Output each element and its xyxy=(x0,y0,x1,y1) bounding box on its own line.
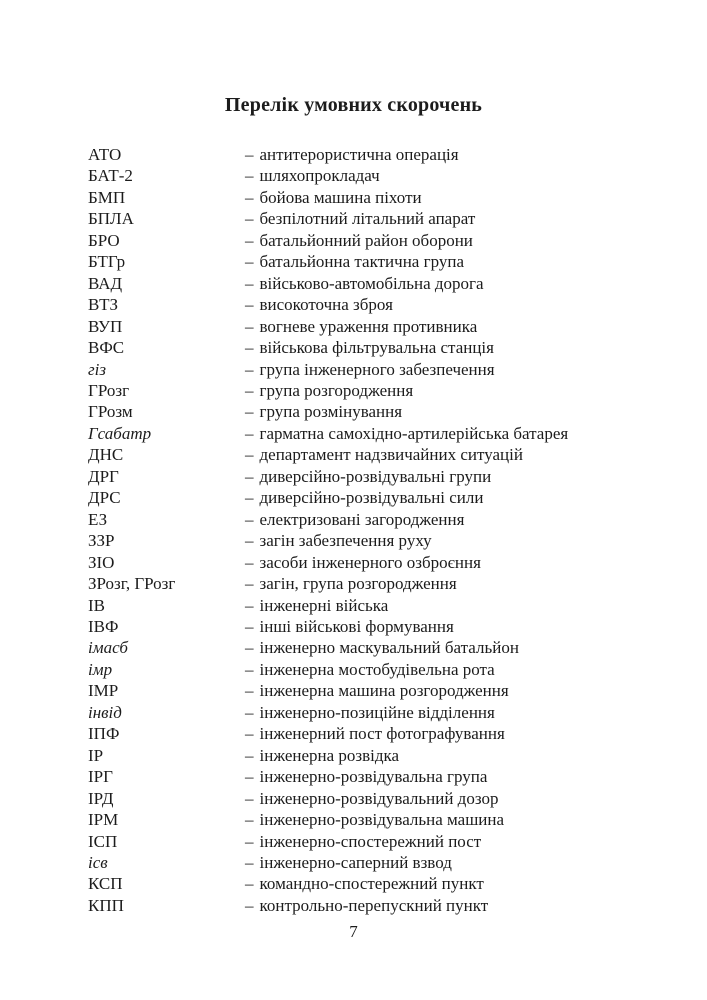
list-item xyxy=(0,788,707,809)
abbreviation: ВФС xyxy=(88,338,125,358)
page-number: 7 xyxy=(349,922,358,941)
abbreviation: ІМР xyxy=(88,681,119,701)
abbreviation: ВУП xyxy=(88,316,123,336)
abbreviation: ЗЗР xyxy=(88,531,115,551)
list-item xyxy=(0,809,707,830)
abbreviation-list xyxy=(0,144,707,916)
definition-text: інженерно маскувальний батальйон xyxy=(259,638,519,658)
definition xyxy=(245,380,707,401)
list-item xyxy=(0,552,707,573)
list-item xyxy=(0,208,707,229)
list-item xyxy=(0,895,707,916)
dash-separator: – xyxy=(245,273,254,293)
abbreviation: ДРС xyxy=(88,488,121,508)
list-item xyxy=(0,702,707,723)
abbreviation: ГРозм xyxy=(88,402,133,422)
definition xyxy=(245,230,707,251)
dash-separator: – xyxy=(245,681,254,701)
dash-separator: – xyxy=(245,380,254,400)
definition-text: інженерно-розвідувальна машина xyxy=(259,810,505,830)
dash-separator: – xyxy=(245,810,254,830)
definition xyxy=(245,595,707,616)
dash-separator: – xyxy=(245,145,254,164)
list-item xyxy=(0,380,707,401)
definition xyxy=(245,766,707,787)
definition-text: диверсійно-розвідувальні сили xyxy=(259,488,484,508)
list-item xyxy=(0,745,707,766)
definition xyxy=(245,873,707,894)
abbreviation: ІР xyxy=(88,745,104,765)
definition xyxy=(245,144,707,165)
dash-separator: – xyxy=(245,466,254,486)
dash-separator: – xyxy=(245,230,254,250)
definition-text: військово-автомобільна дорога xyxy=(259,273,484,293)
dash-separator: – xyxy=(245,595,254,615)
definition-text: інженерно-саперний взвод xyxy=(259,852,452,872)
definition-text: вогневе ураження противника xyxy=(259,316,478,336)
list-item xyxy=(0,423,707,444)
definition xyxy=(245,573,707,594)
dash-separator: – xyxy=(245,831,254,851)
dash-separator: – xyxy=(245,616,254,636)
definition xyxy=(245,187,707,208)
dash-separator: – xyxy=(245,638,254,658)
abbreviation: ДРГ xyxy=(88,466,119,486)
dash-separator: – xyxy=(245,767,254,787)
dash-separator: – xyxy=(245,659,254,679)
abbreviation: ЕЗ xyxy=(88,509,108,529)
definition-text: інші військові формування xyxy=(259,616,454,636)
definition-text: засоби інженерного озброєння xyxy=(259,552,481,572)
abbreviation: БАТ-2 xyxy=(88,166,133,186)
dash-separator: – xyxy=(245,702,254,722)
definition-text: шляхопрокладач xyxy=(259,166,380,186)
abbreviation: КСП xyxy=(88,874,123,894)
dash-separator: – xyxy=(245,895,254,915)
definition xyxy=(245,401,707,422)
abbreviation: ІВФ xyxy=(88,616,119,636)
definition-text: інженерно-розвідувальний дозор xyxy=(259,788,499,808)
list-item xyxy=(0,509,707,530)
definition-text: група розгородження xyxy=(259,380,414,400)
abbreviation: ЗРозг, ГРозг xyxy=(88,574,176,594)
dash-separator: – xyxy=(245,488,254,508)
definition-text: департамент надзвичайних ситуацій xyxy=(259,445,523,465)
list-item xyxy=(0,680,707,701)
definition xyxy=(245,809,707,830)
list-item xyxy=(0,873,707,894)
abbreviation: ВТЗ xyxy=(88,295,119,315)
dash-separator: – xyxy=(245,187,254,207)
definition xyxy=(245,659,707,680)
definition-text: гарматна самохідно-артилерійська батарея xyxy=(259,423,569,443)
list-item xyxy=(0,316,707,337)
definition xyxy=(245,466,707,487)
list-item xyxy=(0,723,707,744)
definition-text: група розмінування xyxy=(259,402,403,422)
dash-separator: – xyxy=(245,874,254,894)
definition xyxy=(245,895,707,916)
abbreviation: БРО xyxy=(88,230,120,250)
list-item xyxy=(0,165,707,186)
definition-text: контрольно-перепускний пункт xyxy=(259,895,489,915)
abbreviation: Гсабатр xyxy=(88,423,152,443)
dash-separator: – xyxy=(245,509,254,529)
definition xyxy=(245,316,707,337)
definition-text: батальйонний район оборони xyxy=(259,230,473,250)
dash-separator: – xyxy=(245,531,254,551)
definition xyxy=(245,723,707,744)
definition xyxy=(245,831,707,852)
list-item xyxy=(0,294,707,315)
list-item xyxy=(0,230,707,251)
abbreviation: імасб xyxy=(88,638,128,658)
definition-text: високоточна зброя xyxy=(259,295,393,315)
definition xyxy=(245,273,707,294)
definition-text: командно-спостережний пункт xyxy=(259,874,484,894)
definition xyxy=(245,359,707,380)
abbreviation: БТГр xyxy=(88,252,126,272)
abbreviation: ІРД xyxy=(88,788,114,808)
dash-separator: – xyxy=(245,316,254,336)
definition xyxy=(245,702,707,723)
abbreviation: ДНС xyxy=(88,445,124,465)
definition xyxy=(245,337,707,358)
dash-separator: – xyxy=(245,788,254,808)
definition xyxy=(245,745,707,766)
definition xyxy=(245,552,707,573)
definition xyxy=(245,509,707,530)
definition xyxy=(245,788,707,809)
definition-text: інженерно-спостережний пост xyxy=(259,831,482,851)
list-item xyxy=(0,831,707,852)
definition-text: інженерно-розвідувальна група xyxy=(259,767,488,787)
list-item xyxy=(0,144,707,165)
list-item xyxy=(0,251,707,272)
definition-text: загін забезпечення руху xyxy=(259,531,432,551)
list-item xyxy=(0,637,707,658)
definition-text: диверсійно-розвідувальні групи xyxy=(259,466,492,486)
definition xyxy=(245,444,707,465)
list-item xyxy=(0,187,707,208)
definition xyxy=(245,616,707,637)
dash-separator: – xyxy=(245,252,254,272)
definition xyxy=(245,852,707,873)
dash-separator: – xyxy=(245,852,254,872)
abbreviation: ЗІО xyxy=(88,552,115,572)
list-item xyxy=(0,573,707,594)
dash-separator: – xyxy=(245,724,254,744)
definition-text: антитерористична операція xyxy=(259,145,459,164)
list-item xyxy=(0,444,707,465)
dash-separator: – xyxy=(245,423,254,443)
abbreviation: ІВ xyxy=(88,595,105,615)
list-item xyxy=(0,595,707,616)
abbreviation: ВАД xyxy=(88,273,123,293)
abbreviation: гіз xyxy=(88,359,106,379)
abbreviation: ІПФ xyxy=(88,724,120,744)
definition-text: батальйонна тактична група xyxy=(259,252,464,272)
abbreviation: ІРМ xyxy=(88,810,119,830)
dash-separator: – xyxy=(245,445,254,465)
definition-text: військова фільтрувальна станція xyxy=(259,338,494,358)
dash-separator: – xyxy=(245,295,254,315)
abbreviation: ІСП xyxy=(88,831,118,851)
abbreviation: інвід xyxy=(88,702,122,722)
dash-separator: – xyxy=(245,338,254,358)
list-item xyxy=(0,273,707,294)
definition-text: інженерно-позиційне відділення xyxy=(259,702,495,722)
abbreviation: АТО xyxy=(88,145,122,164)
dash-separator: – xyxy=(245,402,254,422)
definition xyxy=(245,165,707,186)
abbreviation: ІРГ xyxy=(88,767,113,787)
list-item xyxy=(0,766,707,787)
list-item xyxy=(0,852,707,873)
definition xyxy=(245,208,707,229)
abbreviation: ісв xyxy=(88,852,108,872)
definition xyxy=(245,294,707,315)
list-item xyxy=(0,466,707,487)
definition-text: електризовані загородження xyxy=(259,509,465,529)
definition xyxy=(245,637,707,658)
definition-text: інженерні війська xyxy=(259,595,389,615)
dash-separator: – xyxy=(245,745,254,765)
list-item xyxy=(0,530,707,551)
definition-text: інженерна мостобудівельна рота xyxy=(259,659,495,679)
abbreviation: БМП xyxy=(88,187,126,207)
definition-text: бойова машина піхоти xyxy=(259,187,422,207)
definition xyxy=(245,680,707,701)
definition-text: інженерна машина розгородження xyxy=(259,681,509,701)
definition xyxy=(245,487,707,508)
definition-text: інженерний пост фотографування xyxy=(259,724,505,744)
dash-separator: – xyxy=(245,574,254,594)
definition-text: загін, група розгородження xyxy=(259,574,457,594)
list-item xyxy=(0,359,707,380)
list-item xyxy=(0,337,707,358)
definition xyxy=(245,530,707,551)
list-item xyxy=(0,401,707,422)
list-item xyxy=(0,659,707,680)
dash-separator: – xyxy=(245,359,254,379)
list-item xyxy=(0,616,707,637)
definition-text: безпілотний літальний апарат xyxy=(259,209,476,229)
definition-text: група інженерного забезпечення xyxy=(259,359,495,379)
dash-separator: – xyxy=(245,166,254,186)
definition xyxy=(245,423,707,444)
dash-separator: – xyxy=(245,552,254,572)
abbreviation: ГРозг xyxy=(88,380,130,400)
dash-separator: – xyxy=(245,209,254,229)
definition xyxy=(245,251,707,272)
definition-text: інженерна розвідка xyxy=(259,745,400,765)
page-title: Перелік умовних скорочень xyxy=(224,94,483,116)
abbreviation: КПП xyxy=(88,895,124,915)
abbreviation: БПЛА xyxy=(88,209,134,229)
abbreviation: імр xyxy=(88,659,113,679)
list-item xyxy=(0,487,707,508)
